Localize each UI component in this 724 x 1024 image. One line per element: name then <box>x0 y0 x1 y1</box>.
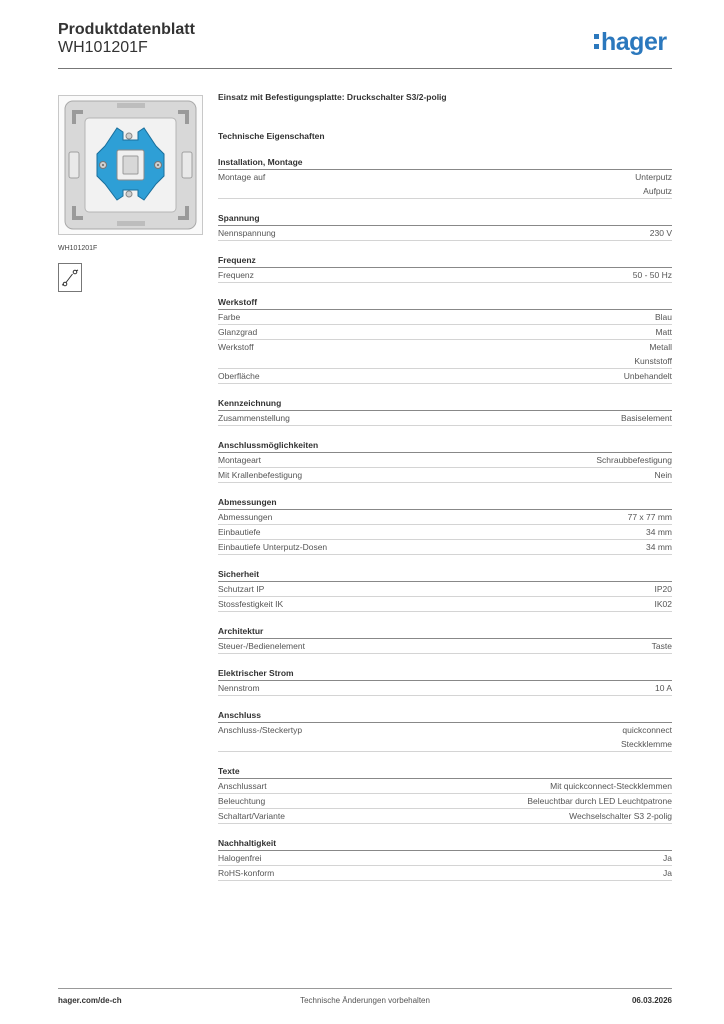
footer-date: 06.03.2026 <box>631 996 672 1005</box>
spec-value <box>569 809 672 823</box>
section-heading: Anschlussmöglichkeiten <box>218 438 672 453</box>
spec-label: Montageart <box>218 455 261 465</box>
spec-value-line: Schraubbefestigung <box>596 455 672 465</box>
spec-row <box>218 340 672 369</box>
spec-value-line: IP20 <box>654 584 672 594</box>
spec-value-line: Beleuchtbar durch LED Leuchtpatrone <box>527 796 672 806</box>
spec-value-line: Basiselement <box>620 413 672 423</box>
spec-row <box>218 681 672 696</box>
spec-value-line: Matt <box>655 327 672 337</box>
spec-row <box>218 453 672 468</box>
spec-label: Werkstoff <box>218 342 254 352</box>
section-heading: Abmessungen <box>218 495 672 510</box>
logo-text: hager <box>601 28 667 56</box>
spec-section <box>218 764 672 824</box>
spec-row <box>218 468 672 483</box>
spec-value <box>655 468 672 482</box>
spec-label: Schaltart/Variante <box>218 811 285 821</box>
spec-section <box>218 495 672 555</box>
page-title: Produktdatenblatt <box>58 21 195 38</box>
section-heading: Nachhaltigkeit <box>218 836 672 851</box>
spec-value-line: Unbehandelt <box>623 371 672 381</box>
spec-value-line: Wechselschalter S3 2-polig <box>569 811 672 821</box>
section-heading: Frequenz <box>218 253 672 268</box>
section-heading: Texte <box>218 764 672 779</box>
spec-value <box>624 369 672 383</box>
spec-value-line: Mit quickconnect-Steckklemmen <box>550 781 672 791</box>
spec-value <box>655 325 672 339</box>
spec-value <box>655 582 673 596</box>
spec-value <box>650 226 672 240</box>
header-divider <box>58 68 672 69</box>
spec-value <box>663 851 672 865</box>
spec-value-line: 230 V <box>649 228 672 238</box>
spec-value-line: Kunststoff <box>634 356 672 366</box>
spec-label: Beleuchtung <box>218 796 266 806</box>
tech-properties-heading: Technische Eigenschaften <box>218 131 325 141</box>
spec-value-line: Unterputz <box>635 172 672 182</box>
image-caption: WH101201F <box>58 245 98 252</box>
section-heading: Sicherheit <box>218 567 672 582</box>
spec-section <box>218 396 672 426</box>
spec-label: RoHS-konform <box>218 868 275 878</box>
spec-value <box>663 866 672 880</box>
switch-insert-illustration <box>59 96 202 234</box>
spec-value <box>655 597 673 611</box>
spec-value <box>527 794 672 808</box>
spec-row <box>218 582 672 597</box>
spec-row <box>218 809 672 824</box>
spec-row <box>218 525 672 540</box>
spec-value-line: Metall <box>649 342 672 352</box>
spec-section <box>218 295 672 384</box>
spec-row <box>218 268 672 283</box>
spec-value-line: 50 - 50 Hz <box>632 270 672 280</box>
spec-row <box>218 723 672 752</box>
hager-logo <box>594 27 667 57</box>
switch-symbol-icon <box>58 263 82 292</box>
spec-value-line: Taste <box>651 641 672 651</box>
section-heading: Installation, Montage <box>218 155 672 170</box>
spec-value <box>633 268 672 282</box>
spec-row <box>218 411 672 426</box>
product-code: WH101201F <box>58 39 148 56</box>
spec-section <box>218 836 672 881</box>
spec-value-line: 34 mm <box>646 527 672 537</box>
spec-value-line: quickconnect <box>622 725 672 735</box>
product-image <box>58 95 203 235</box>
spec-value-line: Nein <box>654 470 672 480</box>
footer-divider <box>58 988 672 989</box>
spec-value <box>621 723 672 751</box>
spec-value-line: 34 mm <box>646 542 672 552</box>
spec-row <box>218 639 672 654</box>
section-heading: Spannung <box>218 211 672 226</box>
spec-row <box>218 540 672 555</box>
spec-value <box>646 525 672 539</box>
footer-notice: Technische Änderungen vorbehalten <box>300 996 430 1005</box>
spec-label: Schutzart IP <box>218 584 265 594</box>
spec-label: Oberfläche <box>218 371 260 381</box>
spec-row <box>218 779 672 794</box>
spec-label: Mit Krallenbefestigung <box>218 470 303 480</box>
spec-value <box>655 310 672 324</box>
section-heading: Kennzeichnung <box>218 396 672 411</box>
product-description: Einsatz mit Befestigungsplatte: Druckschalter S3/2-polig <box>218 92 447 102</box>
spec-value <box>634 340 672 368</box>
spec-label: Steuer-/Bedienelement <box>218 641 305 651</box>
spec-value <box>628 510 672 524</box>
spec-section <box>218 155 672 199</box>
spec-section <box>218 211 672 241</box>
spec-row <box>218 851 672 866</box>
spec-row <box>218 597 672 612</box>
section-heading: Elektrischer Strom <box>218 666 672 681</box>
spec-value <box>550 779 672 793</box>
spec-section <box>218 567 672 612</box>
spec-row <box>218 794 672 809</box>
spec-value-line: Ja <box>663 853 672 863</box>
spec-sheet <box>218 90 672 881</box>
spec-row <box>218 170 672 199</box>
spec-row <box>218 866 672 881</box>
spec-label: Nennstrom <box>218 683 260 693</box>
spec-value <box>635 170 672 198</box>
spec-row <box>218 369 672 384</box>
spec-label: Montage auf <box>218 172 266 182</box>
spec-label: Abmessungen <box>218 512 273 522</box>
spec-label: Farbe <box>218 312 241 322</box>
spec-section <box>218 253 672 283</box>
spec-label: Halogenfrei <box>218 853 262 863</box>
spec-label: Einbautiefe <box>218 527 261 537</box>
spec-value-line: 77 x 77 mm <box>627 512 672 522</box>
spec-value <box>596 453 672 467</box>
spec-value <box>655 681 672 695</box>
spec-label: Anschluss-/Steckertyp <box>218 725 303 735</box>
spec-label: Frequenz <box>218 270 254 280</box>
spec-row <box>218 226 672 241</box>
spec-label: Einbautiefe Unterputz-Dosen <box>218 542 328 552</box>
spec-label: Zusammenstellung <box>218 413 290 423</box>
spec-value-line: Ja <box>663 868 672 878</box>
spec-label: Anschlussart <box>218 781 267 791</box>
spec-sections <box>218 155 672 881</box>
footer-website: hager.com/de-ch <box>58 996 122 1005</box>
spec-row <box>218 310 672 325</box>
spec-section <box>218 708 672 752</box>
spec-value <box>621 411 672 425</box>
spec-section <box>218 666 672 696</box>
spec-value <box>646 540 672 554</box>
spec-value-line: Blau <box>654 312 672 322</box>
spec-value-line: IK02 <box>654 599 672 609</box>
spec-value <box>652 639 672 653</box>
section-heading: Anschluss <box>218 708 672 723</box>
logo-dots-icon <box>594 34 599 52</box>
spec-section <box>218 438 672 483</box>
spec-section <box>218 624 672 654</box>
spec-row <box>218 325 672 340</box>
section-heading: Werkstoff <box>218 295 672 310</box>
spec-label: Nennspannung <box>218 228 276 238</box>
spec-value-line: Steckklemme <box>620 739 672 749</box>
spec-row <box>218 510 672 525</box>
spec-value-line: 10 A <box>654 683 672 693</box>
spec-value-line: Aufputz <box>643 186 672 196</box>
section-heading: Architektur <box>218 624 672 639</box>
spec-label: Stossfestigkeit IK <box>218 599 284 609</box>
spec-label: Glanzgrad <box>218 327 258 337</box>
